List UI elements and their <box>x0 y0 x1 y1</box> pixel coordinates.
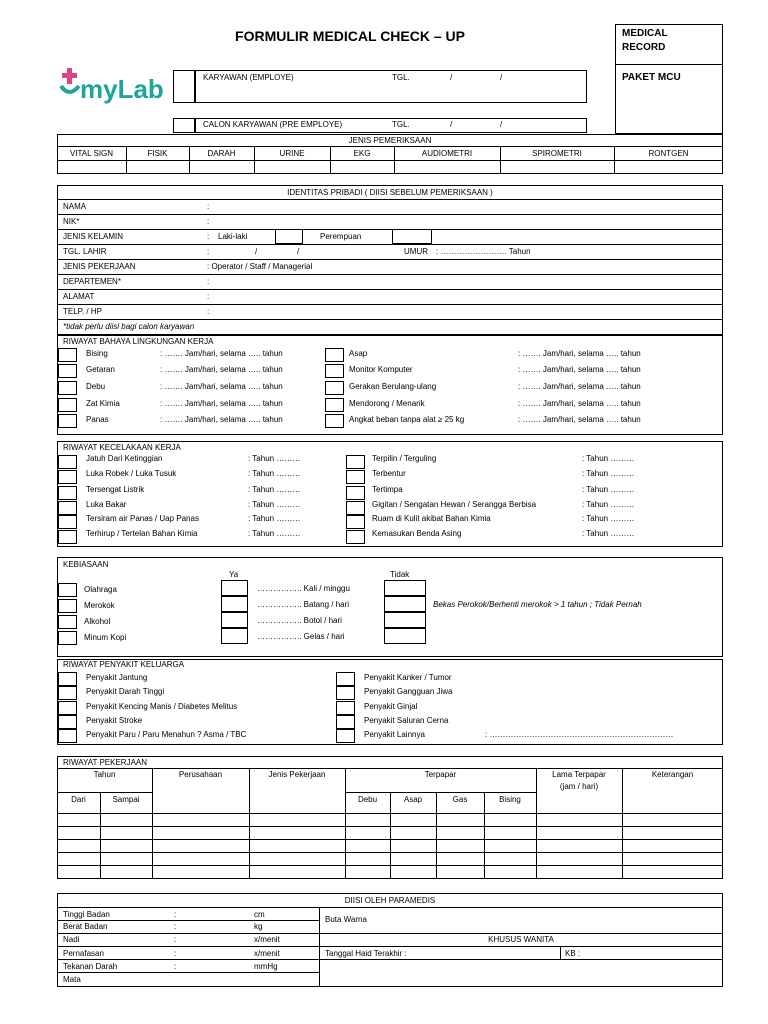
option-laki-laki: Laki-laki <box>218 232 248 241</box>
kec-terhirup: Terhirup / Tertelan Bahan Kimia <box>86 529 198 538</box>
kel-saluran-cerna: Penyakit Saluran Cerna <box>364 716 449 725</box>
kel-jiwa: Penyakit Gangguan Jiwa <box>364 687 453 696</box>
bahaya-cb-gerakan[interactable] <box>325 381 344 395</box>
pm-nadi-unit: x/menit <box>254 935 280 944</box>
kec-terhirup-value: : Tahun ……… <box>248 529 301 538</box>
svg-text:myLab: myLab <box>80 74 164 104</box>
kel-lainnya-line: : …………………………………………………………… <box>485 730 674 739</box>
kecelakaan-title: RIWAYAT KECELAKAAN KERJA <box>63 443 181 452</box>
bahaya-cb-debu[interactable] <box>58 381 77 395</box>
bahaya-cb-panas[interactable] <box>58 414 77 428</box>
kec-kemasukan: Kemasukan Benda Asing <box>372 529 462 538</box>
bahaya-panas-value: : ……. Jam/hari, selama ….. tahun <box>160 415 283 424</box>
colon-departemen: : <box>207 277 210 286</box>
calon-slash-2: / <box>500 120 503 129</box>
label-jenis-kelamin: JENIS KELAMIN <box>63 232 124 241</box>
pek-col-sampai: Sampai <box>112 795 140 804</box>
kel-cb-kanker[interactable] <box>336 672 355 686</box>
pekerjaan-options: : Operator / Staff / Managerial <box>207 262 313 271</box>
unit-olahraga: …………….. Kali / minggu <box>257 584 350 593</box>
kec-jatuh-value: : Tahun ……… <box>248 454 301 463</box>
bahaya-asap-value: : ……. Jam/hari, selama ….. tahun <box>518 349 641 358</box>
jenis-col-fisik: FISIK <box>147 149 168 158</box>
calon-label: CALON KARYAWAN (PRE EMPLOYE) <box>203 120 343 129</box>
kebiasaan-merokok: Merokok <box>84 601 115 610</box>
kec-gigitan: Gigitan / Sengatan Hewan / Serangga Berbisa <box>372 500 537 509</box>
bahaya-bising-value: : ……. Jam/hari, selama ….. tahun <box>160 349 283 358</box>
bahaya-debu: Debu <box>86 382 106 391</box>
kel-cb-jiwa[interactable] <box>336 686 355 700</box>
pek-col-keterangan: Keterangan <box>651 770 694 779</box>
kel-ginjal: Penyakit Ginjal <box>364 702 418 711</box>
tidak-alkohol-box[interactable] <box>384 612 426 628</box>
kec-gigitan-value: : Tahun ……… <box>582 500 635 509</box>
kel-stroke: Penyakit Stroke <box>86 716 143 725</box>
kec-cb-tertimpa[interactable] <box>346 486 365 500</box>
pm-tekanan-unit: mmHg <box>254 962 278 971</box>
kec-luka-robek: Luka Robek / Luka Tusuk <box>86 469 177 478</box>
bahaya-cb-asap[interactable] <box>325 348 344 362</box>
label-nik: NIK* <box>63 217 80 226</box>
bahaya-angkat: Angkat beban tanpa alat ≥ 25 kg <box>349 415 465 424</box>
pm-berat-colon: : <box>174 922 177 931</box>
pm-berat-unit: kg <box>254 922 263 931</box>
kel-cb-darah-tinggi[interactable] <box>58 686 77 700</box>
pm-nadi-label: Nadi <box>63 935 80 944</box>
kec-luka-bakar: Luka Bakar <box>86 500 127 509</box>
kec-kemasukan-value: : Tahun ……… <box>582 529 635 538</box>
bahaya-zat-kimia: Zat Kimia <box>86 399 120 408</box>
bahaya-monitor-value: : ……. Jam/hari, selama ….. tahun <box>518 365 641 374</box>
tidak-olahraga-box[interactable] <box>384 580 426 596</box>
tidak-kopi-box[interactable] <box>384 628 426 644</box>
kel-diabetes: Penyakit Kencing Manis / Diabetes Melitus <box>86 702 238 711</box>
bahaya-zat-kimia-value: : ……. Jam/hari, selama ….. tahun <box>160 399 283 408</box>
identitas-box <box>57 185 723 335</box>
pm-kb: KB : <box>565 949 581 958</box>
kec-terpilin: Terpilin / Terguling <box>372 454 437 463</box>
label-telp: TELP. / HP <box>63 307 102 316</box>
colon-telp: : <box>207 307 210 316</box>
kec-cb-ruam[interactable] <box>346 515 365 529</box>
jenis-pemeriksaan-title: JENIS PEMERIKSAAN <box>348 136 432 145</box>
option-perempuan: Perempuan <box>320 232 362 241</box>
tgl-lahir-slash-2: / <box>297 247 300 256</box>
calon-tgl: TGL. <box>392 120 410 129</box>
pek-col-asap: Asap <box>403 795 423 804</box>
bahaya-cb-mendorong[interactable] <box>325 398 344 412</box>
kec-cb-terpilin[interactable] <box>346 455 365 469</box>
kel-darah-tinggi: Penyakit Darah Tinggi <box>86 687 165 696</box>
pek-col-perusahaan: Perusahaan <box>178 770 223 779</box>
kec-ruam-value: : Tahun ……… <box>582 514 635 523</box>
paket-mcu-label: PAKET MCU <box>622 72 681 83</box>
pm-tinggi-unit: cm <box>254 910 265 919</box>
jenis-col-urine: URINE <box>279 149 305 158</box>
kec-cb-jatuh[interactable] <box>58 455 77 469</box>
kec-terpilin-value: : Tahun ……… <box>582 454 635 463</box>
label-jenis-pekerjaan: JENIS PEKERJAAN <box>63 262 136 271</box>
kebiasaan-tidak: Tidak <box>390 570 410 579</box>
kel-kanker: Penyakit Kanker / Tumor <box>364 673 452 682</box>
pek-col-debu: Debu <box>357 795 378 804</box>
kel-cb-jantung[interactable] <box>58 672 77 686</box>
kec-terbentur: Terbentur <box>372 469 406 478</box>
pek-col-jenis: Jenis Pekerjaan <box>268 770 326 779</box>
kebiasaan-cb-kopi[interactable] <box>58 631 77 645</box>
label-umur: UMUR <box>404 247 428 256</box>
kec-listrik: Tersengat Listrik <box>86 485 145 494</box>
kel-cb-stroke[interactable] <box>58 715 77 729</box>
paramedis-title: DIISI OLEH PARAMEDIS <box>344 896 436 905</box>
kel-lainnya: Penyakit Lainnya <box>364 730 425 739</box>
identitas-note: *tidak perlu diisi bagi calon karyawan <box>63 322 195 331</box>
bahaya-getaran: Getaran <box>86 365 115 374</box>
kel-jantung: Penyakit Jantung <box>86 673 148 682</box>
checkbox-perempuan[interactable] <box>392 229 432 244</box>
karyawan-slash-1: / <box>450 73 453 82</box>
kec-cb-luka-bakar[interactable] <box>58 501 77 515</box>
pek-col-dari: Dari <box>71 795 86 804</box>
identitas-title: IDENTITAS PRIBADI ( DIISI SEBELUM PEMERIKSAAN ) <box>287 188 493 197</box>
pm-pernafasan-label: Pernafasan <box>63 949 104 958</box>
bahaya-cb-monitor[interactable] <box>325 364 344 378</box>
label-departemen: DEPARTEMEN* <box>63 277 121 286</box>
kec-cb-terbentur[interactable] <box>346 470 365 484</box>
kec-luka-bakar-value: : Tahun ……… <box>248 500 301 509</box>
pm-nadi-colon: : <box>174 935 177 944</box>
keluarga-title: RIWAYAT PENYAKIT KELUARGA <box>63 660 185 669</box>
kec-tersiram-value: : Tahun ……… <box>248 514 301 523</box>
pek-col-terpapar: Terpapar <box>424 770 457 779</box>
bahaya-gerakan: Gerakan Berulang-ulang <box>349 382 437 391</box>
ya-merokok-box[interactable] <box>221 596 248 612</box>
label-nama: NAMA <box>63 202 87 211</box>
karyawan-slash-2: / <box>500 73 503 82</box>
kebiasaan-cb-alkohol[interactable] <box>58 615 77 629</box>
pm-pernafasan-unit: x/menit <box>254 949 280 958</box>
kec-cb-listrik[interactable] <box>58 486 77 500</box>
colon-jenis-kelamin: : <box>207 232 210 241</box>
bahaya-cb-getaran[interactable] <box>58 364 77 378</box>
kec-cb-terhirup[interactable] <box>58 530 77 544</box>
kec-jatuh: Jatuh Dari Ketinggian <box>86 454 163 463</box>
bahaya-title: RIWAYAT BAHAYA LINGKUNGAN KERJA <box>63 337 214 346</box>
unit-merokok: …………….. Batang / hari <box>257 600 350 609</box>
tidak-merokok-box[interactable] <box>384 596 426 612</box>
kec-tertimpa-value: : Tahun ……… <box>582 485 635 494</box>
kec-terbentur-value: : Tahun ……… <box>582 469 635 478</box>
pek-col-gas: Gas <box>452 795 468 804</box>
pm-tinggi-colon: : <box>174 910 177 919</box>
pm-haid: Tanggal Haid Terakhir : <box>325 949 407 958</box>
bahaya-debu-value: : ……. Jam/hari, selama ….. tahun <box>160 382 283 391</box>
mylab-logo <box>58 66 168 106</box>
mylab-logo-icon <box>58 66 168 106</box>
bahaya-cb-bising[interactable] <box>58 348 77 362</box>
kec-tersiram: Tersiram air Panas / Uap Panas <box>86 514 199 523</box>
kel-paru: Penyakit Paru / Paru Menahun ? Asma / TBC <box>86 730 247 739</box>
colon-nik: : <box>207 217 210 226</box>
pek-col-bising: Bising <box>499 795 521 804</box>
karyawan-tgl: TGL. <box>392 73 410 82</box>
calon-checkbox[interactable] <box>173 118 195 133</box>
kel-cb-ginjal[interactable] <box>336 701 355 715</box>
checkbox-laki-laki[interactable] <box>275 229 303 244</box>
kebiasaan-ya: Ya <box>229 570 239 579</box>
kec-cb-tersiram[interactable] <box>58 515 77 529</box>
jenis-col-audiometri: AUDIOMETRI <box>421 149 473 158</box>
jenis-col-ekg: EKG <box>353 149 371 158</box>
kec-cb-luka-robek[interactable] <box>58 470 77 484</box>
bahaya-mendorong: Mendorong / Menarik <box>349 399 425 408</box>
pek-col-lama: Lama Terpapar <box>552 770 606 779</box>
pm-mata-label: Mata <box>63 975 81 984</box>
pm-tinggi-label: Tinggi Badan <box>63 910 110 919</box>
ya-kopi-box[interactable] <box>221 628 248 644</box>
label-tgl-lahir: TGL. LAHIR <box>63 247 107 256</box>
karyawan-checkbox[interactable] <box>173 70 195 103</box>
colon-tgl-lahir: : <box>207 247 210 256</box>
ya-olahraga-box[interactable] <box>221 580 248 596</box>
kebiasaan-cb-olahraga[interactable] <box>58 583 77 597</box>
jenis-col-vital-sign: VITAL SIGN <box>69 149 114 158</box>
bahaya-panas: Panas <box>86 415 109 424</box>
medical-record-label: MEDICAL RECORD <box>622 28 668 53</box>
karyawan-label: KARYAWAN (EMPLOYE) <box>203 73 294 82</box>
calon-slash-1: / <box>450 120 453 129</box>
bahaya-bising: Bising <box>86 349 108 358</box>
bahaya-asap: Asap <box>349 349 368 358</box>
kel-cb-diabetes[interactable] <box>58 701 77 715</box>
kebiasaan-alkohol: Alkohol <box>84 617 111 626</box>
kec-cb-gigitan[interactable] <box>346 501 365 515</box>
umur-value: : ……………………. Tahun <box>436 247 531 256</box>
kel-cb-lainnya[interactable] <box>336 729 355 743</box>
bahaya-angkat-value: : ……. Jam/hari, selama ….. tahun <box>518 415 641 424</box>
pm-khusus-wanita: KHUSUS WANITA <box>488 935 554 944</box>
pm-berat-label: Berat Badan <box>63 922 108 931</box>
pm-tekanan-label: Tekanan Darah <box>63 962 118 971</box>
kel-cb-saluran-cerna[interactable] <box>336 715 355 729</box>
bahaya-monitor: Monitor Komputer <box>349 365 413 374</box>
kec-cb-kemasukan[interactable] <box>346 530 365 544</box>
form-title: FORMULIR MEDICAL CHECK – UP <box>235 28 465 44</box>
kebiasaan-cb-merokok[interactable] <box>58 599 77 613</box>
colon-alamat: : <box>207 292 210 301</box>
unit-alkohol: …………….. Botol / hari <box>257 616 342 625</box>
bahaya-cb-zat-kimia[interactable] <box>58 398 77 412</box>
kel-cb-paru[interactable] <box>58 729 77 743</box>
pekerjaan-title: RIWAYAT PEKERJAAN <box>63 758 148 767</box>
ya-alkohol-box[interactable] <box>221 612 248 628</box>
jenis-col-rontgen: RONTGEN <box>648 149 689 158</box>
kebiasaan-title: KEBIASAAN <box>63 560 109 569</box>
bahaya-mendorong-value: : ……. Jam/hari, selama ….. tahun <box>518 399 641 408</box>
pm-pernafasan-colon: : <box>174 949 177 958</box>
tgl-lahir-slash-1: / <box>255 247 258 256</box>
kec-luka-robek-value: : Tahun ……… <box>248 469 301 478</box>
pm-tekanan-colon: : <box>174 962 177 971</box>
kebiasaan-olahraga: Olahraga <box>84 585 117 594</box>
pek-col-lama-unit: (jam / hari) <box>559 782 599 791</box>
bahaya-getaran-value: : ……. Jam/hari, selama ….. tahun <box>160 365 283 374</box>
bahaya-cb-angkat[interactable] <box>325 414 344 428</box>
kebiasaan-kopi: Minum Kopi <box>84 633 127 642</box>
pek-col-tahun: Tahun <box>93 770 116 779</box>
unit-kopi: …………….. Gelas / hari <box>257 632 345 641</box>
kec-listrik-value: : Tahun ……… <box>248 485 301 494</box>
kec-tertimpa: Tertimpa <box>372 485 403 494</box>
label-alamat: ALAMAT <box>63 292 95 301</box>
bahaya-gerakan-value: : ……. Jam/hari, selama ….. tahun <box>518 382 641 391</box>
rokok-note: Bekas Perokok/Berhenti merokok > 1 tahun ; Tidak Pernah <box>433 600 642 609</box>
jenis-col-darah: DARAH <box>207 149 236 158</box>
colon-nama: : <box>207 202 210 211</box>
kec-ruam: Ruam di Kulit akibat Bahan Kimia <box>372 514 491 523</box>
jenis-col-spirometri: SPIROMETRI <box>532 149 582 158</box>
pm-buta-warna: Buta Warna <box>325 915 367 924</box>
